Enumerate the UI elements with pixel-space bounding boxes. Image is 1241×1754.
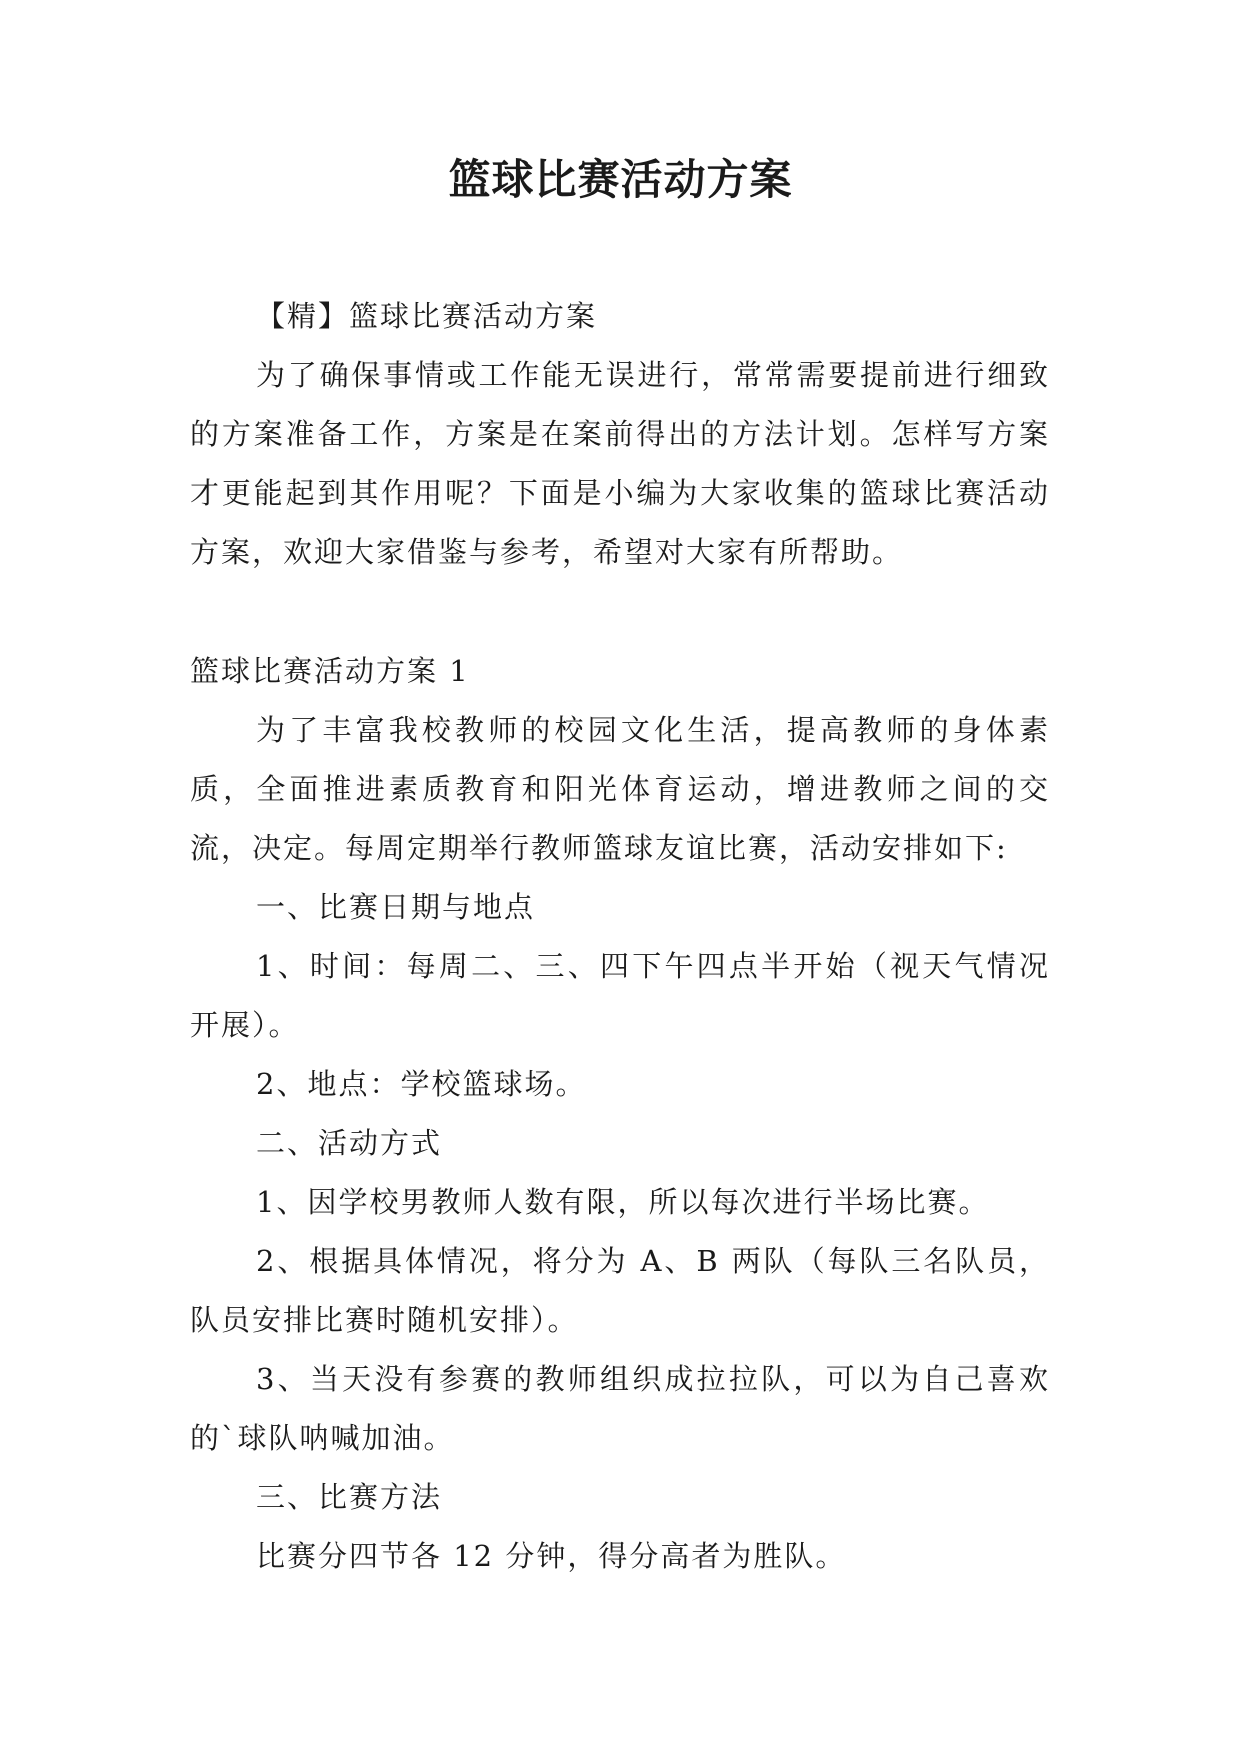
heading-activity-format: 二、活动方式: [256, 1126, 443, 1160]
item-quarters: 比赛分四节各 12 分钟，得分高者为胜队。: [256, 1539, 847, 1573]
document-title: 篮球比赛活动方案: [448, 155, 793, 204]
document-body: [190, 287, 1050, 1586]
item-location: 2、地点：学校篮球场。: [256, 1067, 587, 1101]
subtitle-paragraph: 【精】篮球比赛活动方案: [256, 299, 598, 333]
section-intro-paragraph: 为了丰富我校教师的校园文化生活，提高教师的身体素质，全面推进素质教育和阳光体育运动，增进教师之间的交流，决定。每周定期举行教师篮球友谊比赛，活动安排如下:: [190, 713, 1050, 865]
section-spacer: [190, 582, 1050, 642]
item-teams: 2、根据具体情况，将分为 A、B 两队（每队三名队员，队员安排比赛时随机安排）。: [190, 1244, 1050, 1337]
heading-match-rules: 三、比赛方法: [256, 1480, 443, 1514]
heading-date-location: 一、比赛日期与地点: [256, 890, 536, 924]
intro-paragraph: 为了确保事情或工作能无误进行，常常需要提前进行细致的方案准备工作，方案是在案前得出的方法计划。怎样写方案才更能起到其作用呢？下面是小编为大家收集的篮球比赛活动方案，欢迎大家借鉴与参考，希望对大家有所帮助。: [190, 358, 1050, 569]
item-half-court: 1、因学校男教师人数有限，所以每次进行半场比赛。: [256, 1185, 990, 1219]
item-cheer-squad: 3、当天没有参赛的教师组织成拉拉队，可以为自己喜欢的`球队呐喊加油。: [190, 1362, 1050, 1455]
section-heading: 篮球比赛活动方案 1: [190, 654, 470, 688]
item-time: 1、时间：每周二、三、四下午四点半开始（视天气情况开展）。: [190, 949, 1050, 1042]
